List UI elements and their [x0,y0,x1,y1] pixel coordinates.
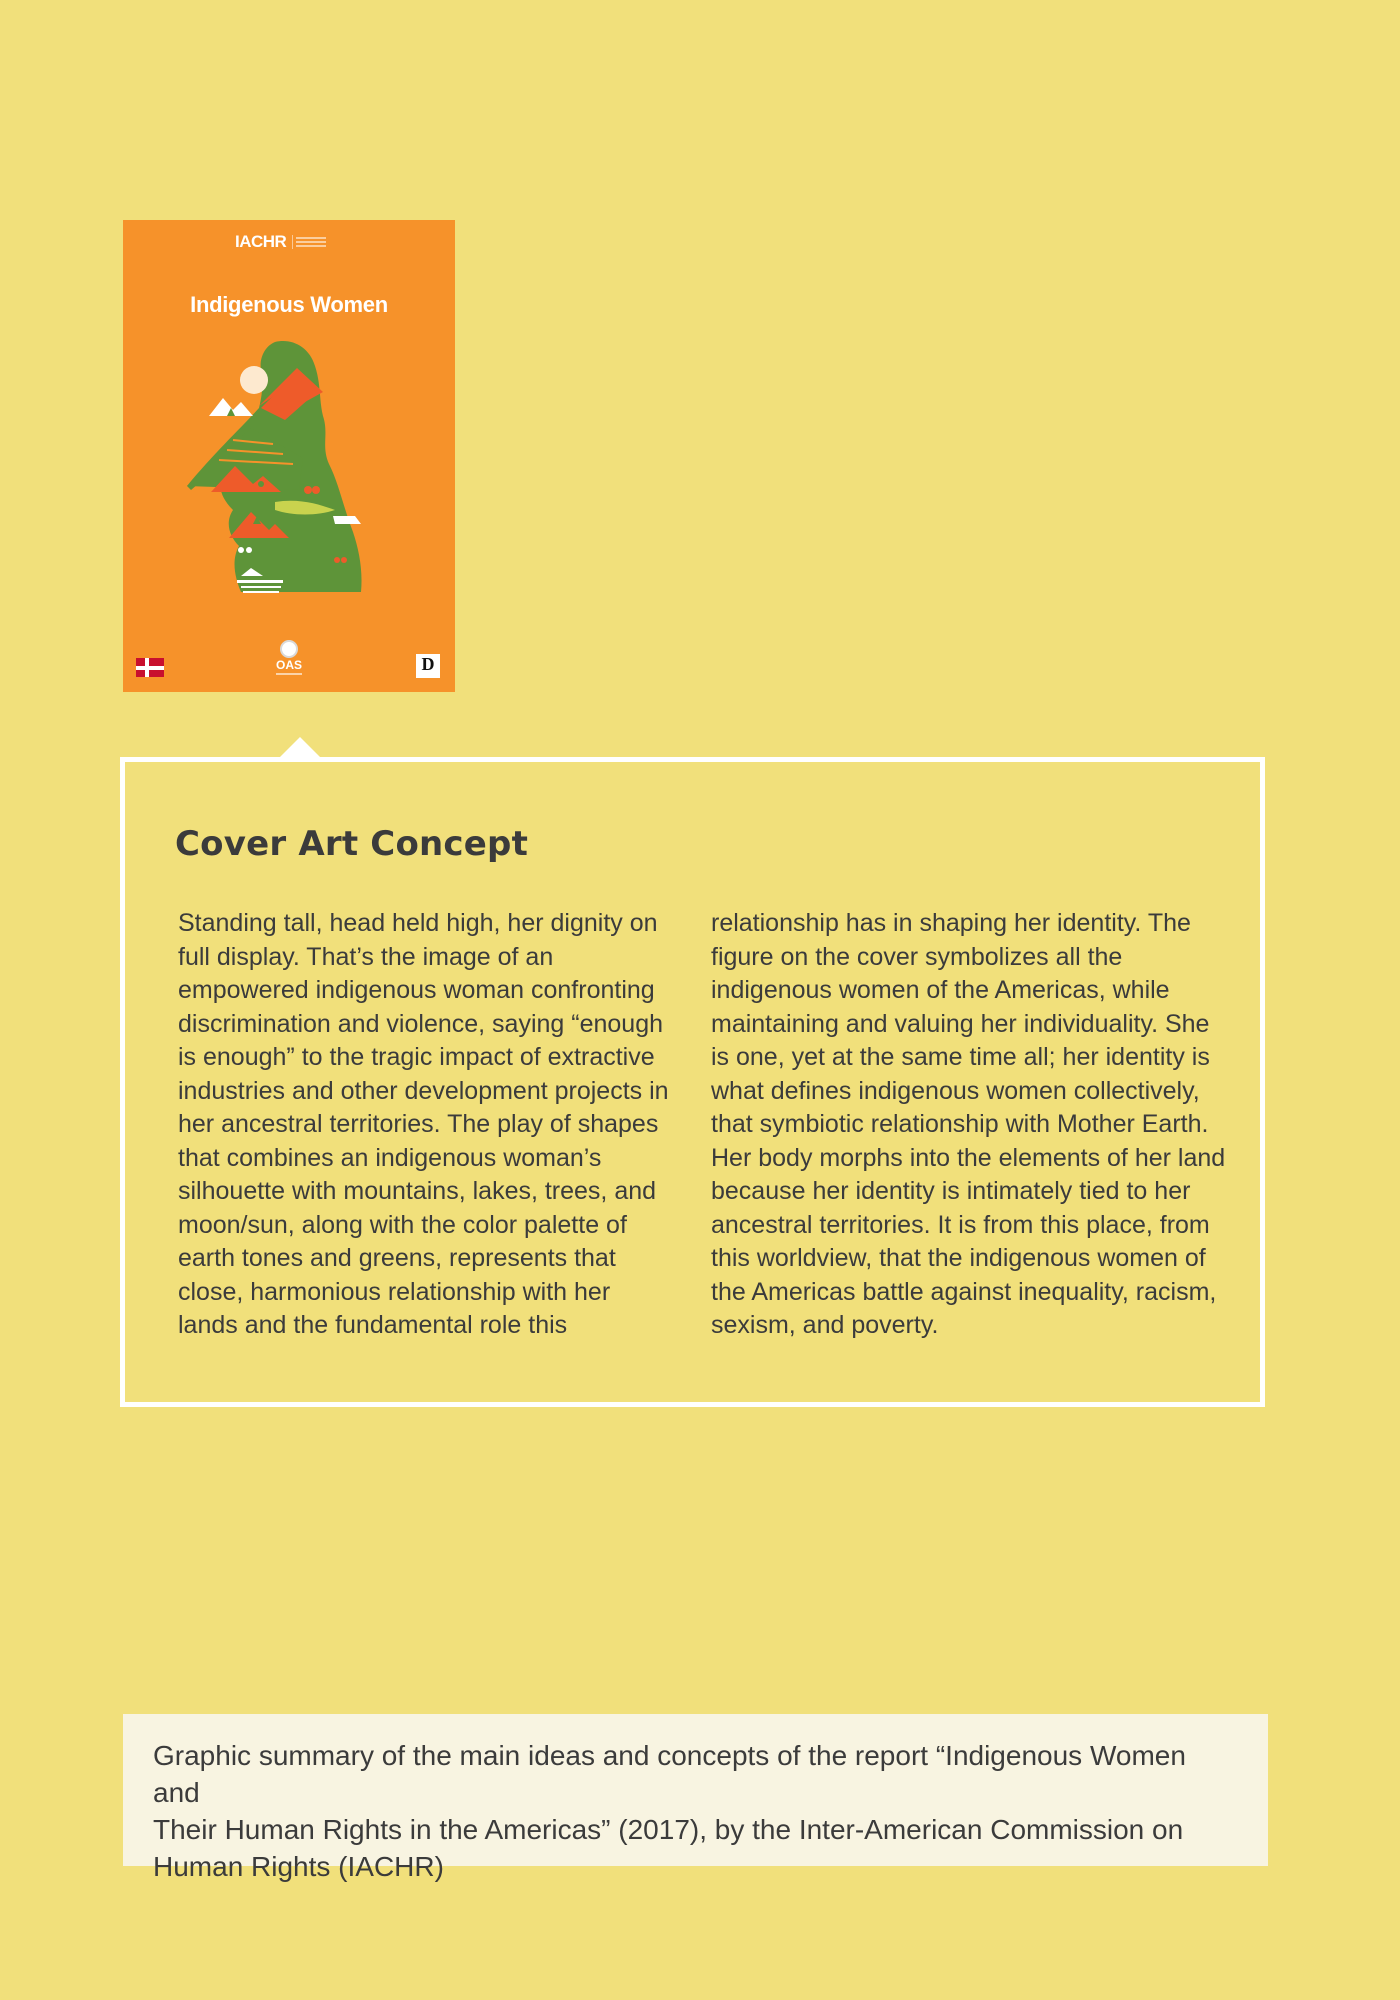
denmark-flag-icon [136,658,164,677]
iachr-logo-text: IACHR [235,232,287,251]
publisher-logo: D [416,654,440,678]
caption-text: Graphic summary of the main ideas and concepts of the report “Indigenous Women and Their Human Rights in the Americas” (2017), by the Inter-American Commission on Human Rights (IACHR) [153,1740,1186,1882]
sun-moon-shape [240,366,268,394]
callout-pointer [278,737,322,759]
section-title: Cover Art Concept [175,824,529,864]
oas-logo [269,640,309,675]
oas-logo-text: OAS [275,658,302,672]
cover-title: Indigenous Women [190,292,388,317]
cover-illustration [123,220,455,692]
concept-text-right-column: relationship has in shaping her identity. The figure on the cover symbolizes all the indigenous women of the Americas, while maintaining and valuing her individuality. She is one, yet at the same time all; her identity is what defines indigenous women collectively, that symbiotic relationship with Mother Earth. Her body morphs into the elements of her land because her identity is intimately tied to her ancestral territories. It is from this place, from this worldview, that the indigenous women of the Americas battle against inequality, racism, sexism, and poverty. [711,909,1226,1339]
concept-text-left-column: Standing tall, head held high, her dignity on full display. That’s the image of an empowered indigenous woman confronting discrimination and violence, saying “enough is enough” to the tragic impact of extractive industries and other development projects in her ancestral territories. The play of shapes that combines an indigenous woman’s silhouette with mountains, lakes, trees, and moon/sun, along with the color palette of earth tones and greens, represents that close, harmonious relationship with her lands and the fundamental role this [178,909,669,1339]
oas-seal-icon [280,640,298,658]
caption-box [123,1714,1268,1882]
report-cover-image [123,220,455,692]
